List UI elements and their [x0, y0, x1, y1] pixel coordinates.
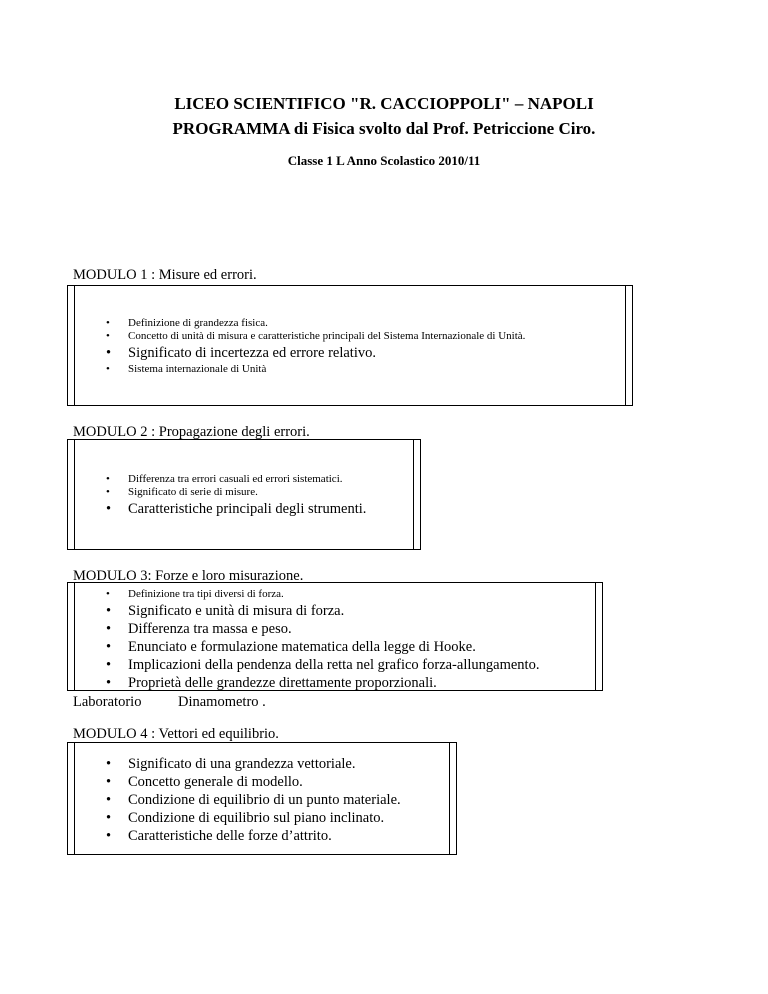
- list-item: • Significato di incertezza ed errore relativo.: [106, 344, 525, 362]
- list-item: • Significato di serie di misure.: [106, 486, 366, 499]
- list-item: • Differenza tra errori casuali ed errori sistematici.: [106, 473, 366, 486]
- list-item: • Differenza tra massa e peso.: [106, 620, 539, 638]
- list-item: • Enunciato e formulazione matematica della legge di Hooke.: [106, 638, 539, 656]
- list-item: • Significato e unità di misura di forza.: [106, 602, 539, 620]
- lab-label: Laboratorio: [73, 694, 142, 710]
- module-4-title: MODULO 4 : Vettori ed equilibrio.: [73, 726, 279, 742]
- module-3-list: [106, 588, 539, 692]
- class-year: Classe 1 L Anno Scolastico 2010/11: [287, 153, 481, 168]
- list-item: • Sistema internazionale di Unità: [106, 363, 525, 376]
- list-item: • Condizione di equilibrio di un punto materiale.: [106, 791, 401, 809]
- module-2-title: MODULO 2 : Propagazione degli errori.: [73, 424, 310, 440]
- list-item: • Condizione di equilibrio sul piano inclinato.: [106, 809, 401, 827]
- module-1-list: [106, 317, 525, 376]
- module-4-list: [106, 755, 401, 845]
- module-1-title: MODULO 1 : Misure ed errori.: [73, 267, 257, 283]
- program-title: PROGRAMMA di Fisica svolto dal Prof. Petriccione Ciro.: [172, 119, 596, 138]
- list-item: • Definizione di grandezza fisica.: [106, 317, 525, 330]
- school-name: LICEO SCIENTIFICO "R. CACCIOPPOLI" – NAPOLI: [174, 94, 594, 113]
- list-item: • Significato di una grandezza vettoriale.: [106, 755, 401, 773]
- list-item: • Caratteristiche principali degli strumenti.: [106, 500, 366, 518]
- module-3-title: MODULO 3: Forze e loro misurazione.: [73, 568, 304, 584]
- lab-value: Dinamometro .: [178, 694, 266, 710]
- list-item: • Caratteristiche delle forze d’attrito.: [106, 827, 401, 845]
- list-item: • Definizione tra tipi diversi di forza.: [106, 588, 539, 601]
- list-item: • Proprietà delle grandezze direttamente proporzionali.: [106, 674, 539, 692]
- module-2-list: [106, 473, 366, 518]
- list-item: • Concetto generale di modello.: [106, 773, 401, 791]
- list-item: • Implicazioni della pendenza della retta nel grafico forza-allungamento.: [106, 656, 539, 674]
- list-item: • Concetto di unità di misura e caratteristiche principali del Sistema Internazionale di Unità.: [106, 330, 525, 343]
